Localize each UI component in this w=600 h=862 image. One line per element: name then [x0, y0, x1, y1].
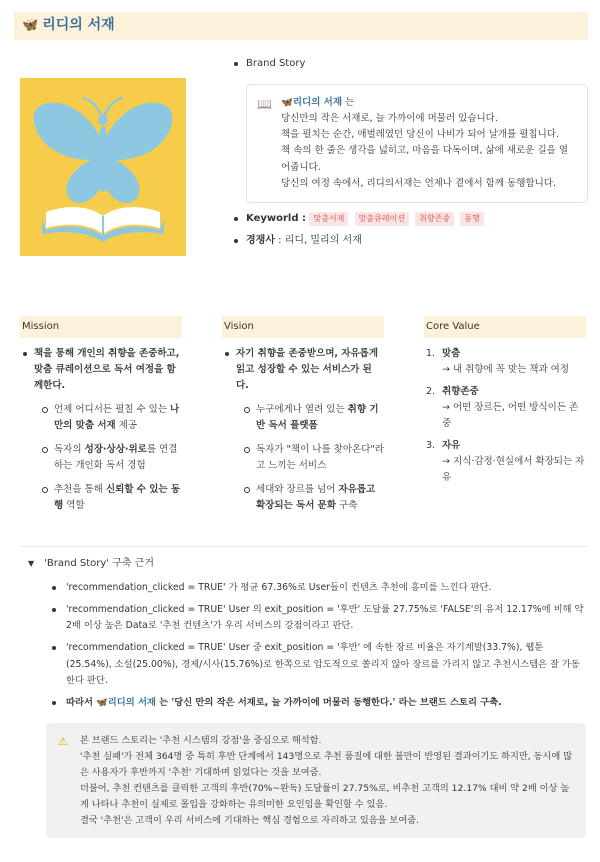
note-line: 본 브랜드 스토리는 '추천 시스템의 강점'을 중심으로 해석함.: [80, 735, 322, 747]
butterfly-icon: 🦋: [22, 17, 39, 33]
keyword-tag: 취향존중: [415, 212, 454, 226]
brand-story-evidence-toggle: [28, 556, 588, 838]
warning-icon: ⚠: [58, 735, 68, 749]
vision-column: [222, 316, 384, 514]
vision-sub-item: 누구에게나 열려 있는 취향 기반 독서 플랫폼: [222, 402, 384, 434]
mission-sub-item: 언제 어디서든 펼칠 수 있는 나만의 맞춤 서재 제공: [20, 402, 182, 434]
butterfly-book-illustration: [20, 78, 186, 256]
keyword-tag: 동행: [460, 212, 483, 226]
evidence-item: 'recommendation_clicked = TRUE' User 중 exit_position = '후반' 에 속한 장르 비율은 자기계발(33.7%), 웹툰(25.54%), 소설(25.00%), 경제/시사(15.76%)로 한쪽으로 압도적으로 쏠리지 않아 장르를 가리지 않고 추천시스템은 잘 가동한다 판단.: [50, 640, 588, 689]
butterfly-icon: 🦋: [96, 697, 108, 709]
evidence-conclusion: 따라서 🦋리디의 서재 는 '당신 만의 작은 서재로, 늘 가까이에 머물러 동행한다.' 라는 브랜드 스토리 구축.: [50, 695, 588, 711]
butterfly-book-icon: [20, 78, 186, 256]
section-divider: [20, 546, 588, 547]
brand-story-label: Brand Story: [232, 56, 592, 72]
page-title: 리디의 서재: [42, 17, 115, 34]
vision-sub-item: 독자가 "책이 나를 찾아온다"라고 느끼는 서비스: [222, 442, 384, 474]
brand-suffix: 는: [342, 96, 355, 108]
mission-sub-item: 추천을 통해 신뢰할 수 있는 동행 역할: [20, 482, 182, 514]
callout-heading: [281, 95, 575, 111]
page-title-bar: [14, 12, 588, 40]
interpretation-note-callout: [46, 723, 586, 838]
evidence-list: [28, 580, 588, 712]
keyword-row: Keyworld : 맞춤서재 맞춤큐레이션 취향존중 동행: [232, 211, 592, 227]
note-line: 결국 '추천'은 고객이 우리 서비스에 기대하는 핵심 경험으로 자리하고 있음을 보여줌.: [80, 814, 419, 826]
evidence-item: 'recommendation_clicked = TRUE' User 의 exit_position = '후반' 도달률 27.75%로 'FALSE'의 유저 12.17%에 비해 약 2배 이상 높은 Data로 '추천 컨텐츠'가 우리 서비스의 강점이라고 판단.: [50, 602, 588, 635]
brand-section: [232, 56, 592, 248]
vision-main: 자기 취향을 존중받으며, 자유롭게 읽고 성장할 수 있는 서비스가 된다.: [222, 346, 384, 394]
callout-body: [281, 95, 575, 193]
callout-line: 책 속의 한 줄은 생각을 넓히고, 마음을 다독이며, 삶에 새로운 길을 열어줍니다.: [281, 145, 569, 173]
toggle-header[interactable]: [28, 556, 588, 572]
keyword-tag: 맞춤서재: [309, 212, 348, 226]
butterfly-icon: 🦋: [281, 96, 293, 108]
core-value-header: Core Value: [424, 316, 586, 338]
note-body: [80, 733, 576, 828]
core-value-item: 1. 맞춤 → 내 취향에 꼭 맞는 책과 여정: [426, 348, 570, 375]
evidence-item: 'recommendation_clicked = TRUE' 가 평균 67.36%로 User들이 컨텐츠 추천에 흥미를 느낀다 판단.: [50, 580, 588, 596]
core-value-item: 2. 취향존중 → 어떤 장르든, 어떤 방식이든 존중: [426, 385, 579, 429]
vision-sub-item: 세대와 장르를 넘어 자유롭고 확장되는 독서 문화 구축: [222, 482, 384, 514]
callout-line: 당신의 여정 속에서, 리디의서재는 언제나 곁에서 함께 동행합니다.: [281, 178, 556, 190]
note-line: 더불어, 추천 컨텐츠를 클릭한 고객의 후반(70%~완독) 도달률이 27.75%로, 비추천 고객의 12.17% 대비 약 2배 이상 높게 나타나 추천이 실제로 몰입을 강화하는 유의미한 요인임을 확인할 수 있음.: [80, 782, 570, 810]
competitor-row: [232, 233, 592, 249]
callout-line: 책을 펼치는 순간, 애벌레였던 당신이 나비가 되어 날개를 펼칩니다.: [281, 129, 559, 141]
keyword-label: Keyworld: [246, 213, 299, 225]
competitor-label: 경쟁사: [246, 234, 275, 246]
mission-sub-item: 독자의 성장·상상·위로를 연결하는 개인화 독서 경험: [20, 442, 182, 474]
keyword-tag: 맞춤큐레이션: [355, 212, 409, 226]
brand-story-callout: [246, 84, 588, 204]
core-value-item: 3. 자유 → 지식·감정·현실에서 확장되는 자유: [426, 439, 585, 483]
mission-header: Mission: [20, 316, 182, 338]
book-icon: 📖: [257, 96, 272, 111]
vision-header: Vision: [222, 316, 384, 338]
brand-name: 리디의 서재: [292, 96, 343, 108]
mission-main: 책을 통해 개인의 취향을 존중하고, 맞춤 큐레이션으로 독서 여정을 함께한다.: [20, 346, 182, 394]
callout-line: 당신만의 작은 서재로, 늘 가까이에 머물러 있습니다.: [281, 112, 498, 124]
competitor-value: : 리디, 밀리의 서재: [274, 234, 362, 246]
core-value-column: [424, 316, 586, 492]
toggle-label: 'Brand Story' 구축 근거: [44, 558, 155, 569]
mission-column: [20, 316, 182, 514]
note-line: '추천 실패'가 전체 364명 중 특히 후반 단계에서 143명으로 추천 품질에 대한 불만이 반영된 결과이기도 하지만, 동시에 많은 사용자가 후반까지 '추천' 기대하며 읽었다는 것을 보여줌.: [80, 751, 573, 779]
toggle-triangle-icon[interactable]: ▼: [28, 558, 35, 568]
